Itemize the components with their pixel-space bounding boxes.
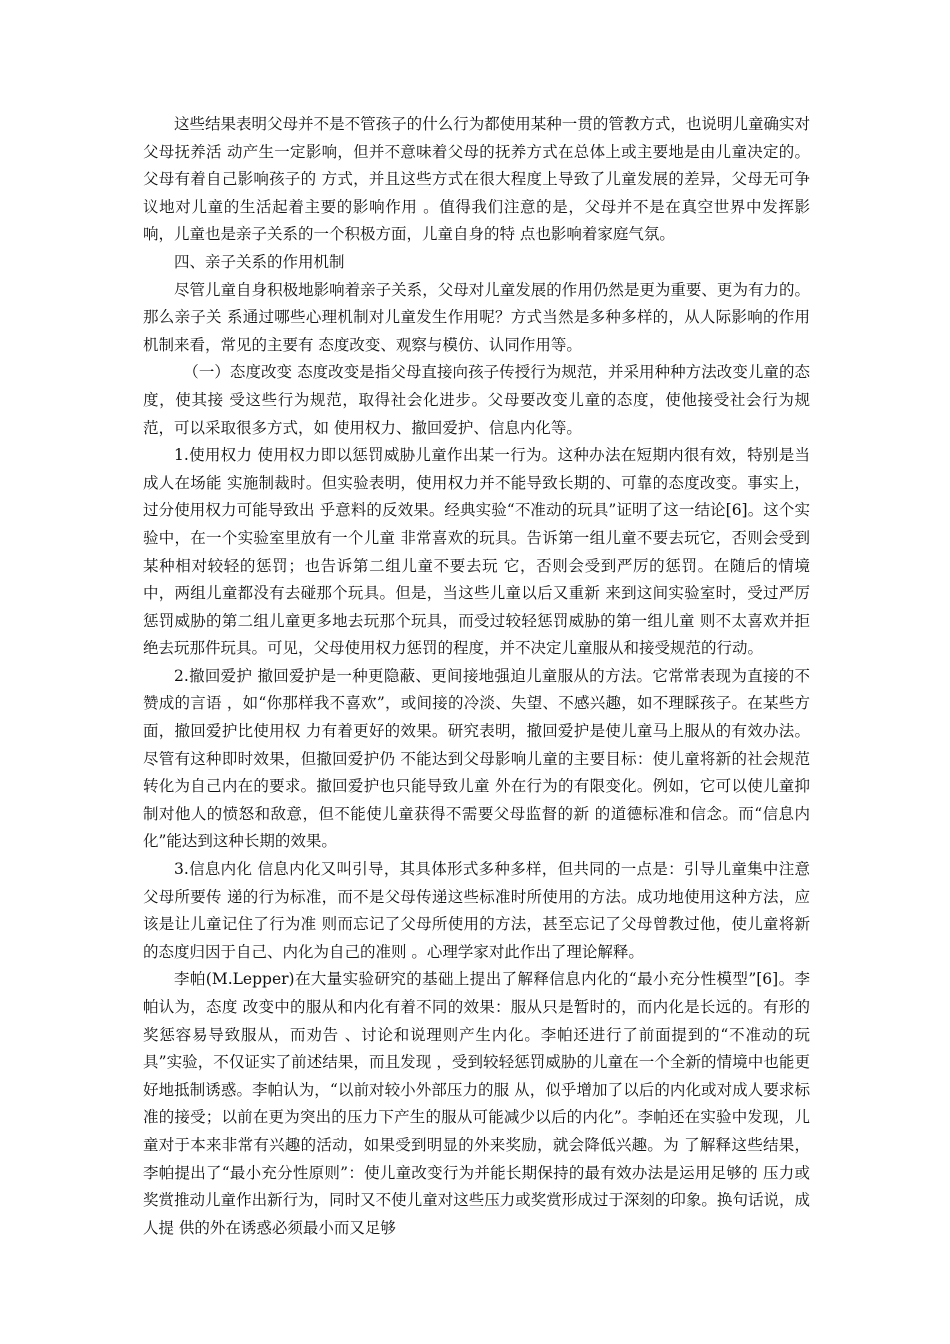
document-body <box>143 111 810 1242</box>
paragraph-mechanism-intro: 尽管儿童自身积极地影响着亲子关系，父母对儿童发展的作用仍然是更为重要、更为有力的。那么亲子关 系通过哪些心理机制对儿童发生作用呢？方式当然是多种多样的，从人际影响的作用机制来看，常见的主要有 态度改变、观察与模仿、认同作用等。 <box>143 280 810 354</box>
paragraph-attitude-change: （一）态度改变 态度改变是指父母直接向孩子传授行为规范，并采用种种方法改变儿童的态度，使其接 受这些行为规范，取得社会化进步。父母要改变儿童的态度，使他接受社会行为规范，可以采取很多方式，如 使用权力、撤回爱护、信息内化等。 <box>143 363 810 437</box>
section-heading-mechanism: 四、亲子关系的作用机制 <box>174 252 345 271</box>
paragraph-lepper: 李帕(M.Lepper)在大量实验研究的基础上提出了解释信息内化的“最小充分性模型”[6]。李帕认为，态度 改变中的服从和内化有着不同的效果：服从只是暂时的，而内化是长远的。有形的奖惩容易导致服从，而劝告 、讨论和说理则产生内化。李帕还进行了前面提到的“不准动的玩具”实验，不仅证实了前述结果，而且发现 ，受到较轻惩罚威胁的儿童在一个全新的情境中也能更好地抵制诱惑。李帕认为，“以前对较小外部压力的服 从，似乎增加了以后的内化或对成人要求标准的接受；以前在更为突出的压力下产生的服从可能减少以后的内化”。李帕还在实验中发现，儿童对于本来非常有兴趣的活动，如果受到明显的外来奖励，就会降低兴趣。为 了解释这些结果，李帕提出了“最小充分性原则”：使儿童改变行为并能长期保持的最有效办法是运用足够的 压力或奖赏推动儿童作出新行为，同时又不使儿童对这些压力或奖赏形成过于深刻的印象。换句话说，成人提 供的外在诱惑必须最小而又足够 <box>143 970 810 1237</box>
paragraph-results: 这些结果表明父母并不是不管孩子的什么行为都使用某种一贯的管教方式，也说明儿童确实对父母抚养活 动产生一定影响，但并不意味着父母的抚养方式在总体上或主要地是由儿童决定的。父母有着自己影响孩子的 方式，并且这些方式在很大程度上导致了儿童发展的差异，父母无可争议地对儿童的生活起着主要的影响作用 。值得我们注意的是，父母并不是在真空世界中发挥影响，儿童也是亲子关系的一个积极方面，儿童自身的特 点也影响着家庭气氛。 <box>143 115 810 244</box>
paragraph-internalization: 3.信息内化 信息内化又叫引导，其具体形式多种多样，但共同的一点是：引导儿童集中注意父母所要传 递的行为标准，而不是父母传递这些标准时所使用的方法。成功地使用这种方法，应该是让儿童记住了行为准 则而忘记了父母所使用的方法，甚至忘记了父母曾教过他，使儿童将新的态度归因于自己、内化为自己的准则 。心理学家对此作出了理论解释。 <box>143 860 810 961</box>
paragraph-use-of-power: 1.使用权力 使用权力即以惩罚威胁儿童作出某一行为。这种办法在短期内很有效，特别是当成人在场能 实施制裁时。但实验表明，使用权力并不能导致长期的、可靠的态度改变。事实上，过分使用权力可能导致出 乎意料的反效果。经典实验“不准动的玩具”证明了这一结论[6]。这个实验中，在一个实验室里放有一个儿童 非常喜欢的玩具。告诉第一组儿童不要去玩它，否则会受到某种相对较轻的惩罚；也告诉第二组儿童不要去玩 它，否则会受到严厉的惩罚。在随后的情境中，两组儿童都没有去碰那个玩具。但是，当这些儿童以后又重新 来到这间实验室时，受过严厉惩罚威胁的第二组儿童更多地去玩那个玩具，而受过较轻惩罚威胁的第一组儿童 则不太喜欢并拒绝去玩那件玩具。可见，父母使用权力惩罚的程度，并不决定儿童服从和接受规范的行动。 <box>143 446 810 658</box>
paragraph-withdraw-love: 2.撤回爱护 撤回爱护是一种更隐蔽、更间接地强迫儿童服从的方法。它常常表现为直接的不赞成的言语 ，如“你那样我不喜欢”，或间接的冷淡、失望、不感兴趣，如不理睬孩子。在某些方面，撤回爱护比使用权 力有着更好的效果。研究表明，撤回爱护是使儿童马上服从的有效办法。尽管有这种即时效果，但撤回爱护仍 不能达到父母影响儿童的主要目标：使儿童将新的社会规范转化为自己内在的要求。撤回爱护也只能导致儿童 外在行为的有限变化。例如，它可以使儿童抑制对他人的愤怒和敌意，但不能使儿童获得不需要父母监督的新 的道德标准和信念。而“信息内化”能达到这种长期的效果。 <box>143 666 810 851</box>
